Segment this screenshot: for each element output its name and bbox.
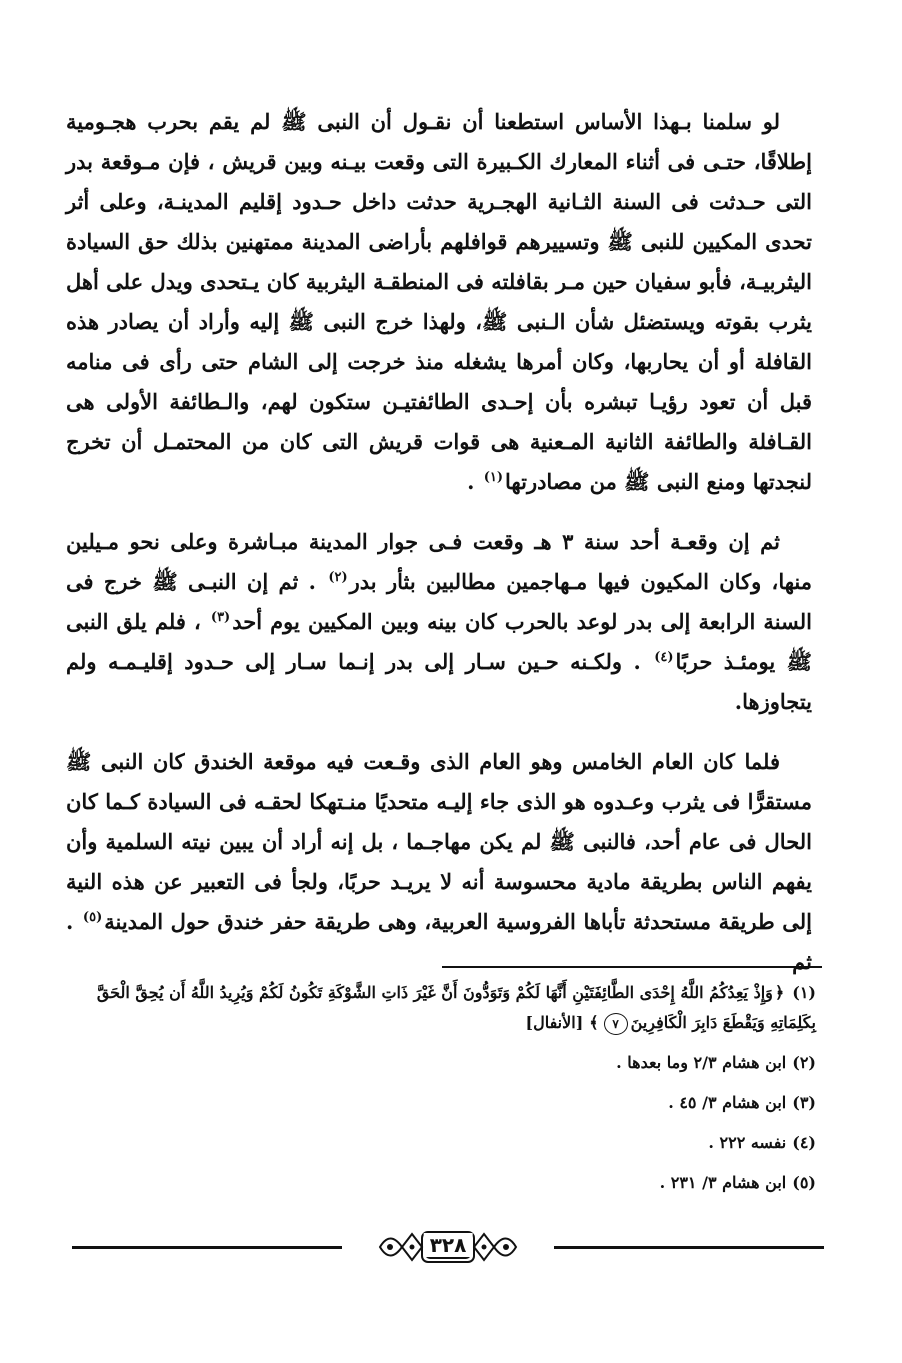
footnote-3	[70, 1088, 816, 1118]
paragraph-text: فلما كان العام الخامس وهو العام الذى وقـعت فيه موقعة الخندق كان النبى ﷺ مستقرًّا فى يثرب وعـدوه هو الذى جاء إليـه متحديًا منـتهكا لحقـه فى السيادة كـما كان الحال فى عام أحد، فالنبى ﷺ لم يكن مهاجـما ، بل إنه أراد أن يبين نيته السلمية وأن يفهم الناس بطريقة مادية محسوسة أنه لا يريـد حربًا، ولجأ فى التعبير عن هذه النية إلى طريقة مستحدثة تأباها الفروسية العربية، وهى طريقة حفر خندق حول المدينة	[66, 749, 812, 934]
footnote-text: ابن هشام ٣/ ٤٥ .	[668, 1093, 787, 1112]
paragraph-text: . ولكـنه حـين سـار إلى بدر إنـما سـار إلى حـدود إقليـمـه ولم يتجاوزها.	[66, 649, 812, 714]
footnote-ref-1[interactable]: (١)	[483, 470, 504, 485]
paragraph-text: لو سلمنا بـهذا الأساس استطعنا أن نقـول أن النبى ﷺ لم يقم بحرب هجـومية إطلاقًا، حتـى فى أثناء المعارك الكـبيرة التى وقعت بيـنه وبين قريش ، فإن مـوقعة بدر التى حـدثت فى السنة الثـانية الهجـرية حدثت داخل حـدود إقليم المدينـة، وعلى أثر تحدى المكيين للنبى ﷺ وتسييرهم قوافلهم بأراضى المدينة ممتهنين بذلك حق السيادة اليثربيـة، فأبو سفيان حين مـر بقافلته فى المنطقـة اليثربية كان يـتحدى ويدل على أهل يثرب بقوته ويستضئل شأن الـنبى ﷺ، ولهذا خرج النبى ﷺ إليه وأراد أن يصادر هذه القافلة أو أن يحاربها، وكان أمرها يشغله منذ خرجت إلى الشام حتى رأى فى منامه قبل أن تعود رؤيـا تبشره بأن إحـدى الطائفتيـن ستكون لهم، والـطائفة الأولى هى القـافلة والطائفة الثانية المـعنية هى قوات قريش التى كان من المحتمـل أن تخرج لنجدتها ومنع النبى ﷺ من مصادرتها	[66, 109, 812, 494]
footnote-ref-5[interactable]: (٥)	[82, 910, 103, 925]
footnote-text: ابن هشام ٢/٣ وما بعدها .	[616, 1053, 787, 1072]
quran-verse: وَإِذْ يَعِدُكُمُ اللَّهُ إِحْدَى الطَّائِفَتَيْنِ أَنَّهَا لَكُمْ وَتَوَدُّونَ أَنَّ غَيْرَ ذَاتِ الشَّوْكَةِ تَكُونُ لَكُمْ وَيُرِيدُ اللَّهُ أَن يُحِقَّ الْحَقَّ بِكَلِمَاتِهِ وَيَقْطَعَ دَابِرَ الْكَافِرِينَ	[96, 983, 816, 1032]
footnote-number: (٣)	[792, 1093, 816, 1112]
paragraph-text: ثم إن وقعـة أحد سنة ٣ هـ وقعت فـى جوار المدينة مبـاشرة وعلى نحو مـيلين منها، وكان المكيون فيها مـهاجمين مطالبين بثأر بدر	[66, 529, 812, 594]
footnote-5	[70, 1168, 816, 1198]
footnotes	[70, 978, 816, 1208]
footnote-number: (١)	[792, 983, 816, 1002]
footnote-text: ابن هشام ٣/ ٢٣١ .	[659, 1173, 787, 1192]
paragraph-3	[66, 742, 812, 982]
paragraph-text: ، فلم يلق النبى ﷺ يومئـذ حربًا	[66, 609, 812, 674]
page-number: ٣٢٨	[424, 1233, 473, 1257]
footnote-ref-2[interactable]: (٢)	[328, 570, 348, 585]
quran-open-bracket: ﴿	[774, 983, 785, 1002]
footnote-number: (٤)	[792, 1133, 816, 1152]
footnote-4	[70, 1128, 816, 1158]
footnote-1	[70, 978, 816, 1038]
footnote-number: (٥)	[792, 1173, 816, 1192]
paragraph-2	[66, 522, 812, 722]
paragraph-1	[66, 102, 812, 502]
main-text	[66, 102, 812, 1002]
footnote-ref-4[interactable]: (٤)	[654, 650, 674, 665]
footnote-ref-3[interactable]: (٣)	[210, 610, 231, 625]
footnote-text: نفسه ٢٢٢ .	[708, 1133, 787, 1152]
page-footer	[72, 1222, 824, 1272]
quran-close-bracket: ﴾	[589, 1013, 599, 1032]
paragraph-tail: .	[467, 469, 482, 494]
footer-rule-left	[72, 1246, 342, 1249]
paragraph-tail: . ثم	[66, 909, 812, 974]
surah-name: [الأنفال]	[525, 1013, 584, 1032]
footnote-number: (٢)	[792, 1053, 816, 1072]
paragraph-text: . ثم إن النبـى ﷺ خرج فى السنة الرابعة إلى بدر لوعد بالحرب كان بينه وبين المكيين يوم أحد	[66, 569, 812, 634]
footer-rule-right	[554, 1246, 824, 1249]
footnote-divider	[442, 966, 822, 968]
ayah-number: ٧	[604, 1013, 628, 1035]
footnote-2	[70, 1048, 816, 1078]
